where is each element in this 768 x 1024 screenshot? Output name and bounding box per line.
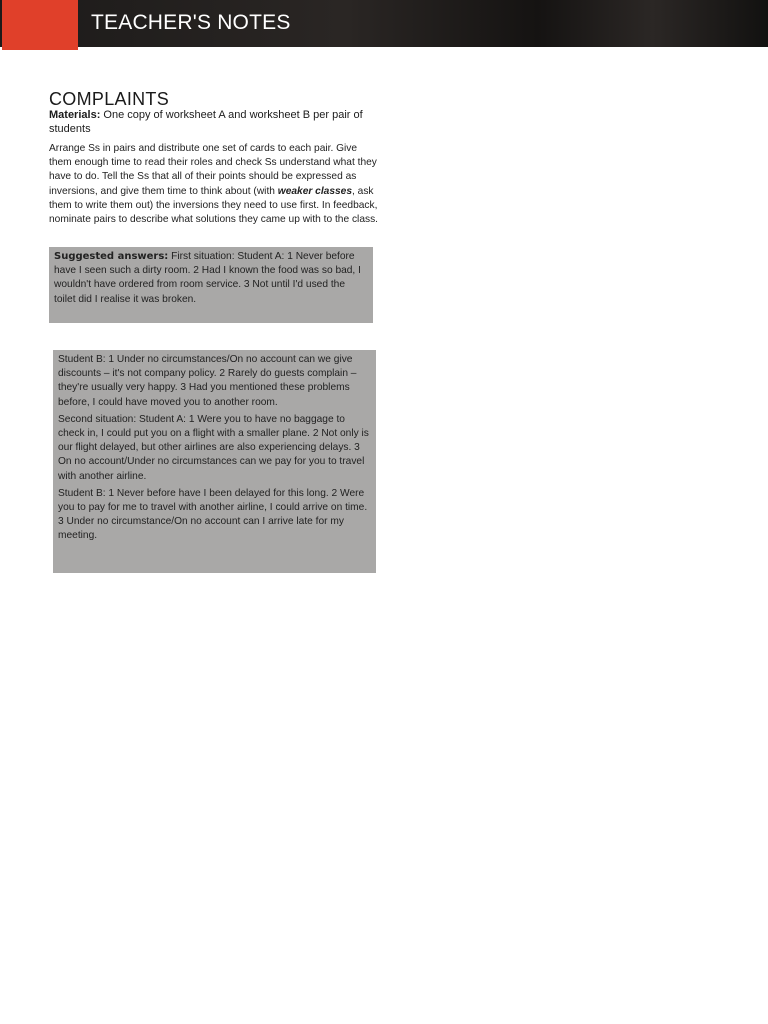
materials-text: One copy of worksheet A and worksheet B per pair of students — [49, 109, 363, 135]
first-situation-student-a: First situation: Student A: 1 Never before have I seen such a dirty room. 2 Had I known the food was so bad, I wouldn't have ordered from room service. 3 Not until I'd used the toilet did I realise it was broken. — [54, 251, 361, 305]
first-situation-student-b: Student B: 1 Under no circumstances/On no account can we give discounts – it's not company policy. 2 Rarely do guests complain – they're usually very happy. 3 Had you mentioned these problems before, I could have moved you to another room. — [58, 354, 357, 408]
instructions-paragraph — [49, 142, 379, 227]
suggested-answers-label: Suggested answers: — [54, 251, 169, 262]
instructions-emphasis: weaker classes — [277, 185, 352, 197]
section-title: COMPLAINTS — [49, 89, 170, 109]
second-situation-student-b: Student B: 1 Never before have I been delayed for this long. 2 Were you to pay for me to travel with another airline, I could arrive on time. 3 Under no circumstance/On no account can I arrive late for my meeting. — [58, 487, 368, 542]
header-accent-block — [2, 0, 78, 50]
materials-line — [49, 109, 379, 136]
suggested-answers-box-2 — [53, 350, 376, 573]
second-situation-student-a: Second situation: Student A: 1 Were you to have no baggage to check in, I could put you on a flight with a smaller plane. 2 Not only is our flight delayed, but other airlines are also experiencing delays. 3 On no account/Under no circumstances can we pay for you to travel with another airline. — [58, 413, 369, 482]
materials-label: Materials: — [49, 109, 101, 121]
page-header-title: TEACHER'S NOTES — [91, 11, 291, 34]
suggested-answers-box-1 — [49, 247, 373, 323]
instructions-part-2: , ask them to write them out) the inversions they need to use first. In feedback, nominate pairs to describe what solutions they came up with to the class. — [49, 185, 378, 226]
instructions-part-1: Arrange Ss in pairs and distribute one set of cards to each pair. Give them enough time to read their roles and check Ss understand what they have to do. Tell the Ss that all of their points should be expressed as inversions, and give them time to think about (with — [49, 143, 377, 197]
